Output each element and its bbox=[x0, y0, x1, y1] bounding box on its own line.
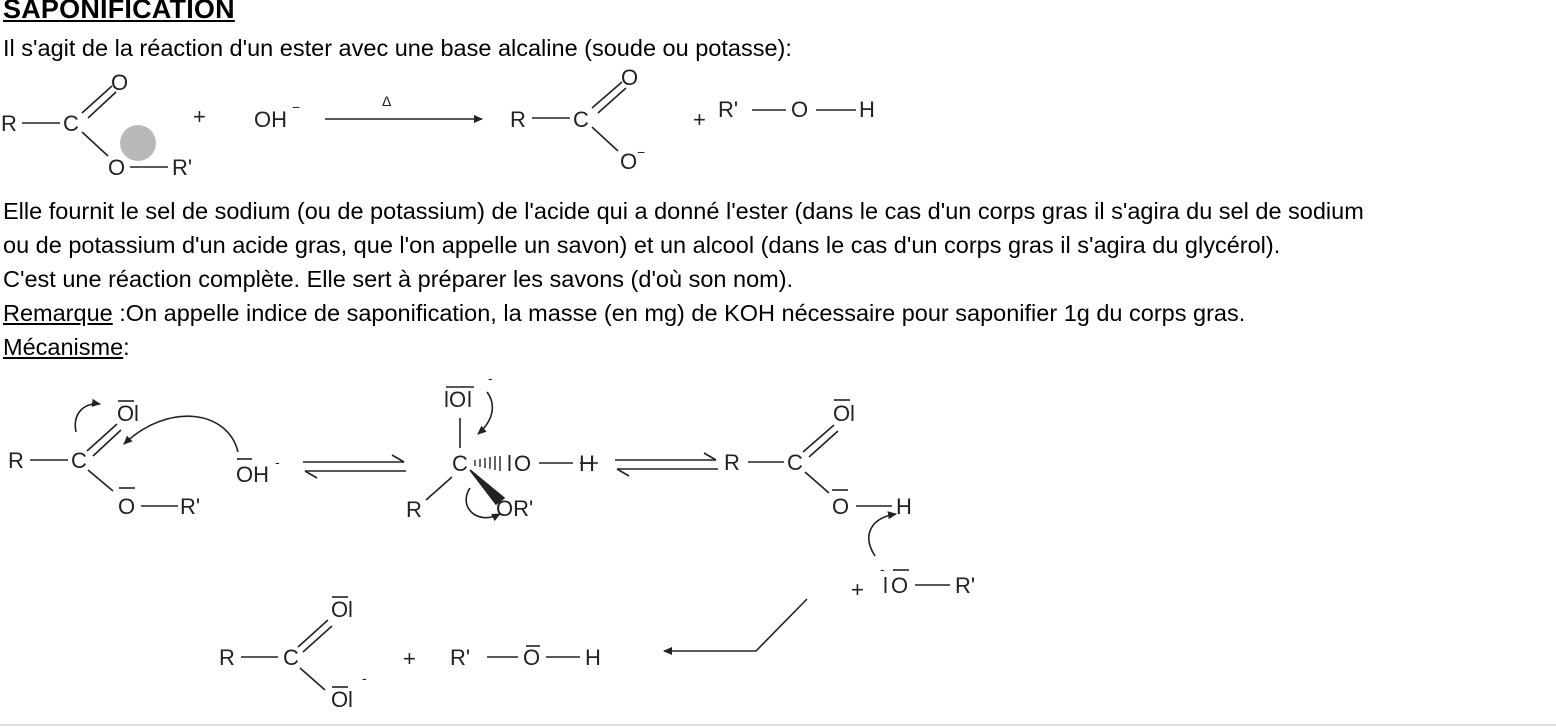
heat-symbol: Δ bbox=[382, 93, 392, 109]
m1-rprime: R' bbox=[180, 494, 201, 519]
m3-o-top: O bbox=[833, 401, 851, 426]
paragraph-line-2: ou de potassium d'un acide gras, que l'on appelle un savon) et un alcool (dans le cas d'un corps gras il s'agira du glycérol). bbox=[3, 232, 1281, 258]
fp-lp-bottom: l bbox=[348, 687, 353, 712]
m1-o-top: O bbox=[117, 401, 135, 426]
alkoxide-o: O bbox=[891, 573, 909, 598]
eq-o2-label: O bbox=[108, 155, 126, 180]
fp-h: H bbox=[585, 645, 601, 670]
eq-prod-c-label: C bbox=[573, 107, 589, 132]
m2-charge: - bbox=[488, 370, 493, 386]
alkoxide-charge: - bbox=[880, 561, 885, 577]
remark-text: :On appelle indice de saponification, la masse (en mg) de KOH nécessaire pour saponifier 1g du corps gras. bbox=[112, 300, 1246, 326]
m3-c: C bbox=[787, 450, 803, 475]
eq-plus-1: + bbox=[193, 104, 206, 129]
m2-lp-l: l bbox=[444, 387, 449, 412]
fp-o-bottom: O bbox=[331, 687, 349, 712]
eq-alcohol-h-label: H bbox=[859, 97, 875, 122]
alkoxide-lp: l bbox=[883, 573, 888, 598]
m-plus-alkoxide: + bbox=[851, 577, 864, 602]
fp-r: R bbox=[219, 645, 235, 670]
eq-alcohol-o-label: O bbox=[791, 97, 809, 122]
eq-oh-label: OH bbox=[254, 107, 287, 132]
m2-h: H bbox=[579, 451, 595, 476]
m1-oh: OH bbox=[236, 462, 269, 487]
fp-o: O bbox=[523, 645, 541, 670]
m2-lp-r: l bbox=[467, 387, 472, 412]
m3-h: H bbox=[896, 494, 912, 519]
bottom-divider bbox=[0, 724, 1556, 726]
m2-or: OR' bbox=[496, 496, 534, 521]
mechanism-colon: : bbox=[123, 334, 130, 360]
remark-label: Remarque bbox=[3, 300, 113, 326]
eq-r-label: R bbox=[1, 111, 17, 136]
m3-r: R bbox=[724, 450, 740, 475]
eq-c-label: C bbox=[63, 111, 79, 136]
mechanism-diagram bbox=[30, 387, 950, 690]
highlight-dot bbox=[120, 125, 156, 161]
eq-prod-o-label: O bbox=[621, 65, 639, 90]
m1-o-bottom: O bbox=[118, 494, 136, 519]
eq-rprime-label: R' bbox=[172, 155, 193, 180]
m1-r: R bbox=[8, 448, 24, 473]
m2-c: C bbox=[452, 451, 468, 476]
eq-alcohol-r-label: R' bbox=[718, 97, 739, 122]
mechanism-label: Mécanisme bbox=[3, 334, 124, 360]
fp-lp-top: l bbox=[348, 597, 353, 622]
mechanism-labels bbox=[8, 370, 975, 712]
eq-oh-charge: − bbox=[292, 99, 301, 115]
m2-lp-o: l bbox=[507, 451, 512, 476]
m2-o-right: O bbox=[514, 451, 532, 476]
paragraph-line-3: C'est une réaction complète. Elle sert à préparer les savons (d'où son nom). bbox=[3, 266, 794, 292]
m2-o-top: O bbox=[449, 387, 467, 412]
m1-oh-charge: - bbox=[275, 454, 280, 470]
eq-o-label: O bbox=[111, 70, 129, 95]
fp-rprime: R' bbox=[450, 645, 471, 670]
intro-text: Il s'agit de la réaction d'un ester avec une base alcaline (soude ou potasse): bbox=[3, 35, 792, 61]
page-title: SAPONIFICATION bbox=[3, 0, 235, 24]
alkoxide-rprime: R' bbox=[955, 573, 976, 598]
paragraph-line-1: Elle fournit le sel de sodium (ou de potassium) de l'acide qui a donné l'ester (dans le cas d'un corps gras il s'agira du sel de sodium bbox=[3, 198, 1364, 224]
fp-o-top: O bbox=[331, 597, 349, 622]
eq-prod-charge: − bbox=[637, 144, 646, 160]
equation-labels bbox=[1, 65, 875, 180]
fp-plus: + bbox=[403, 646, 416, 671]
eq-plus-2: + bbox=[693, 107, 706, 132]
m1-lp-top: l bbox=[134, 401, 139, 426]
eq-prod-o2-label: O bbox=[620, 149, 638, 174]
eq-prod-r-label: R bbox=[510, 107, 526, 132]
fp-c: C bbox=[283, 645, 299, 670]
fp-charge: - bbox=[362, 670, 367, 686]
m1-c: C bbox=[71, 448, 87, 473]
m3-lp: l bbox=[850, 401, 855, 426]
m3-o-bottom: O bbox=[832, 494, 850, 519]
m2-r: R bbox=[406, 497, 422, 522]
